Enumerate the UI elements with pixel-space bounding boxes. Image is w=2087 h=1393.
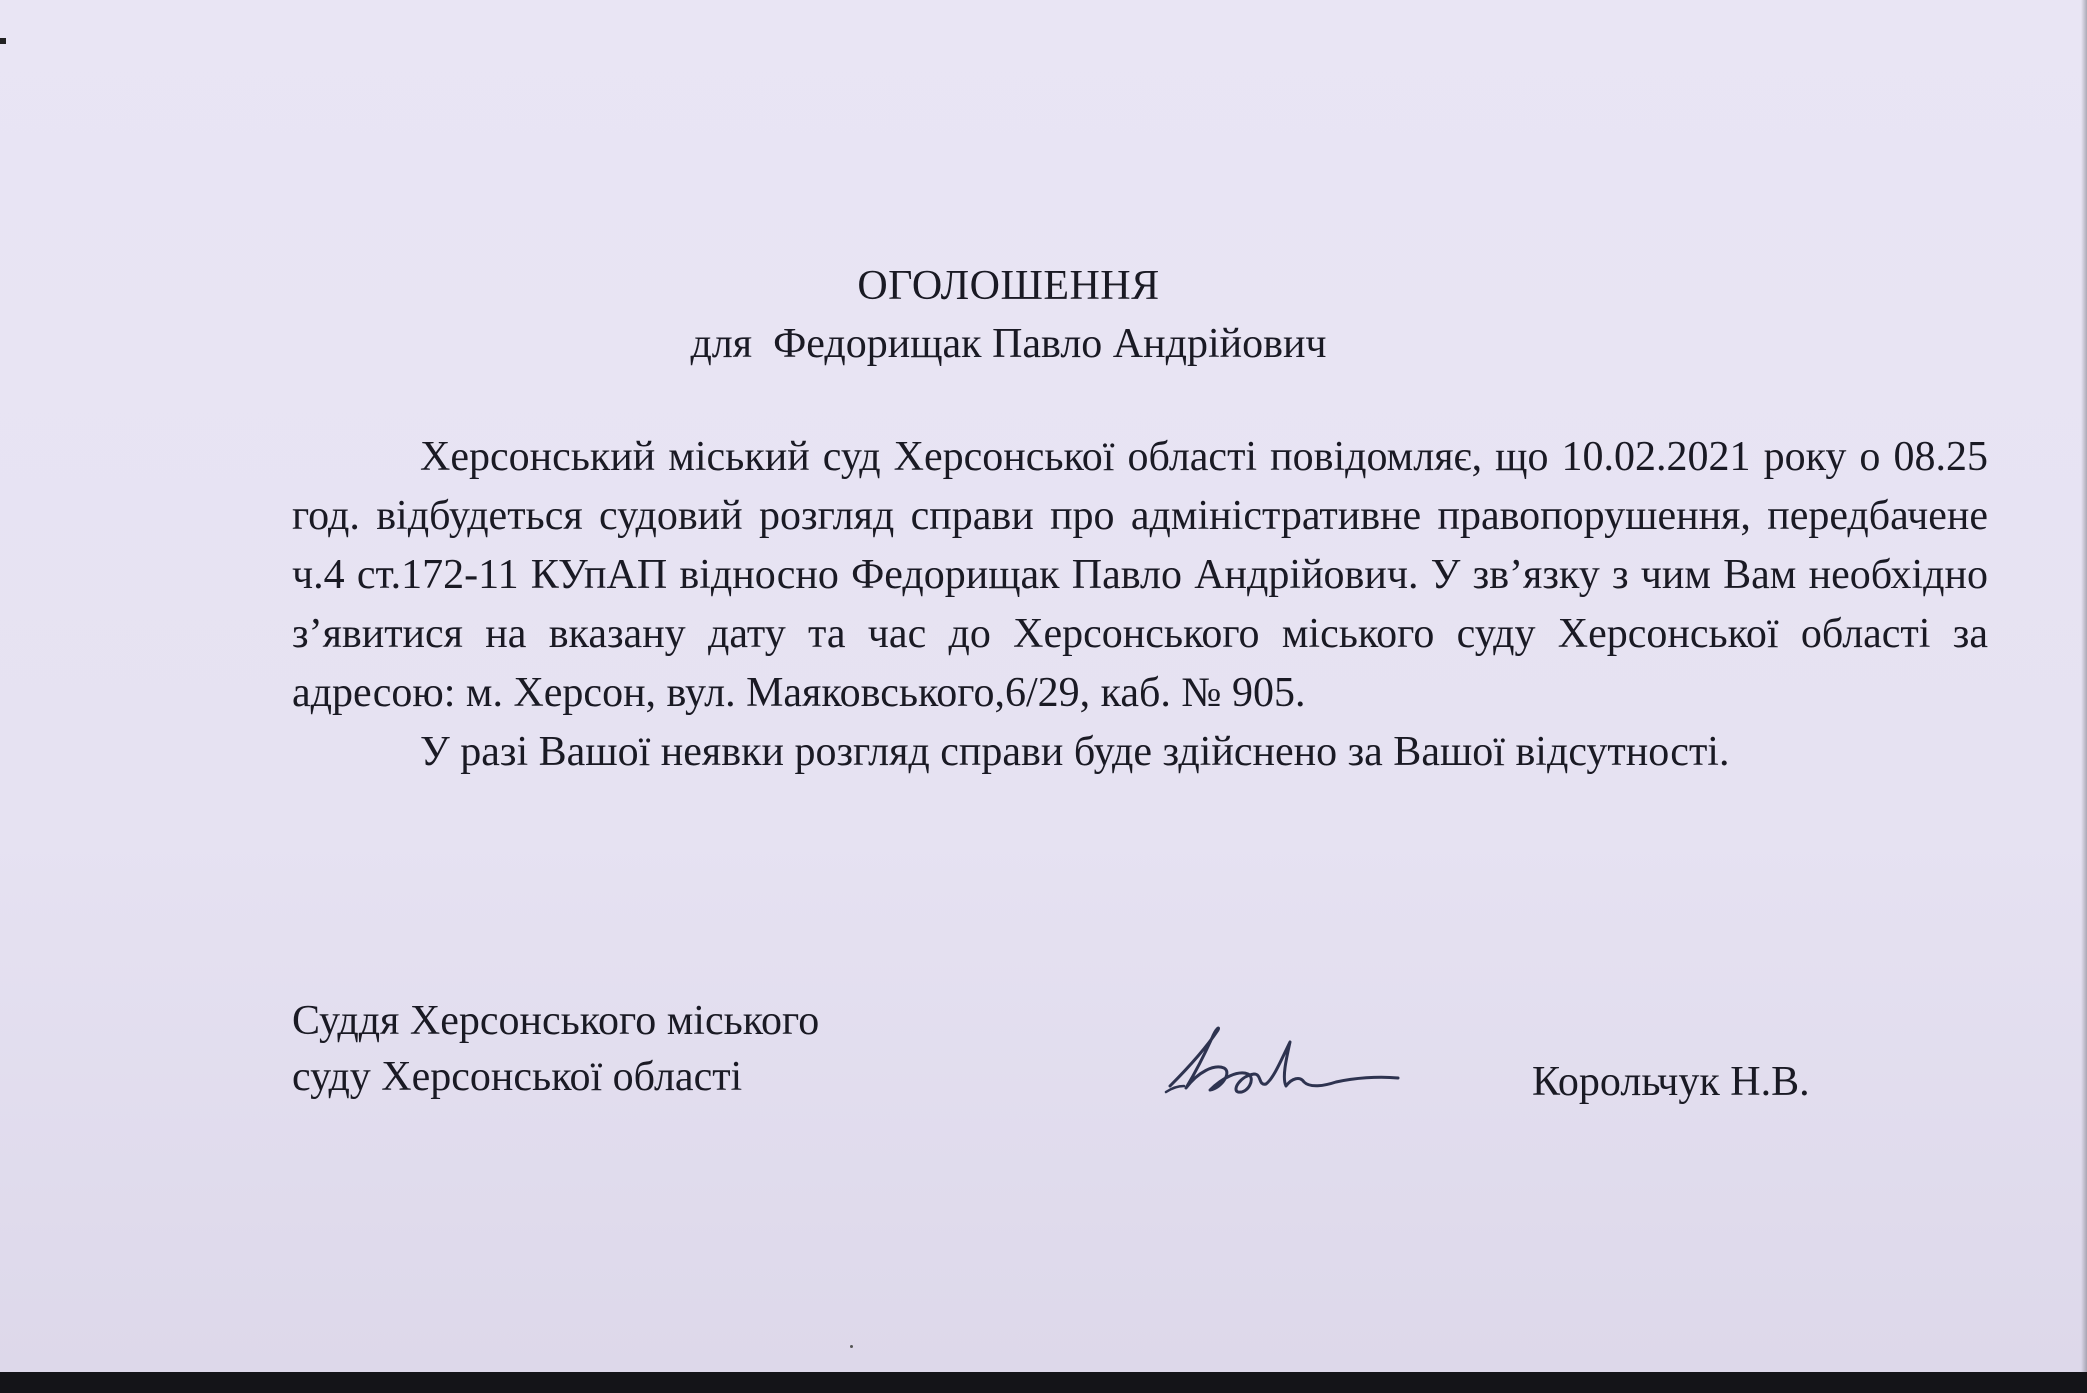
speck — [850, 1345, 853, 1348]
notice-paragraph-absence: У разі Вашої неявки розгляд справи буде здійснено за Вашої відсутності. — [420, 729, 1730, 775]
judge-name: Корольчук Н.В. — [1532, 1059, 1810, 1105]
paper-edge-shadow — [2081, 0, 2087, 1372]
notice-title: ОГОЛОШЕННЯ — [857, 263, 1160, 309]
notice-body — [292, 428, 1988, 782]
background-surface — [0, 1372, 2087, 1393]
notice-addressee: для Федорищак Павло Андрійович — [690, 321, 1327, 367]
judge-position-line-1: Суддя Херсонського міського — [292, 998, 820, 1044]
judge-position-line-2: суду Херсонської області — [292, 1054, 743, 1100]
corner-mark — [0, 38, 6, 44]
judge-position — [292, 993, 819, 1105]
notice-paragraph-main: Херсонський міський суд Херсонської області повідомляє, що 10.02.2021 року о 08.25 год. відбудеться судовий розгляд справи про адміністративне правопорушення, передбачене ч.4 ст.172-11 КУпАП відносно Федорищак Павло Андрійович. У зв’язку з чим Вам необхідно з’явитися на вказану дату та час до Херсонського міського суду Херсонської області за адресою: м. Херсон, вул. Маяковського,6/29, каб. № 905. — [292, 434, 1988, 716]
handwritten-signature — [1158, 1008, 1408, 1118]
